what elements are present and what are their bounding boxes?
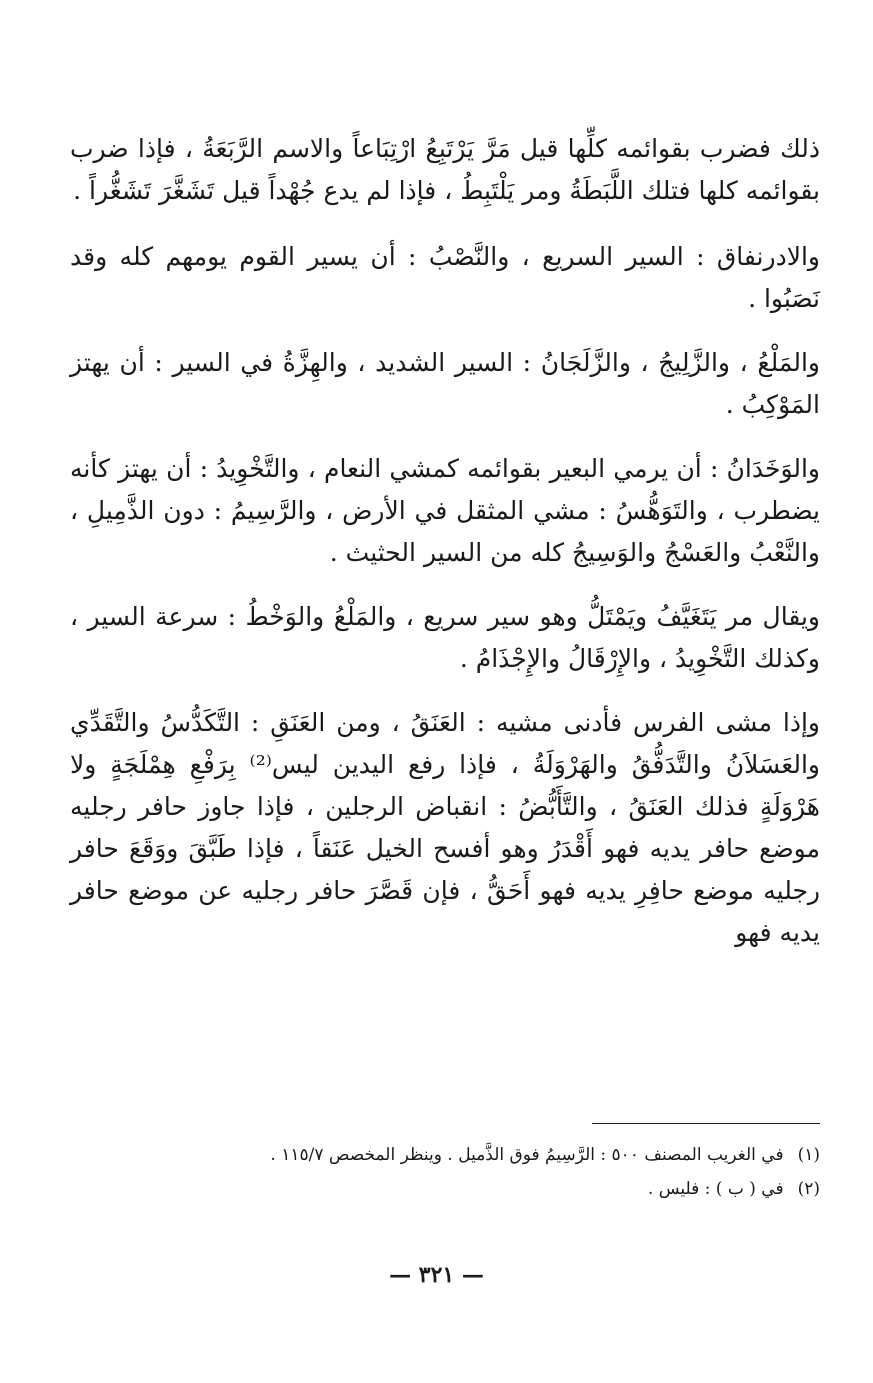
footnote-text: في الغريب المصنف ٥٠٠ : الرَّسِيمُ فوق الذَّميل . وينظر المخصص ١١٥/٧ . [270, 1145, 784, 1165]
paragraph-5: ويقال مر يَتَغَيَّفُ ويَمْتَلُّ وهو سير سريع ، والمَلْعُ والوَخْطُ : سرعة السير ، وكذلك التَّخْوِيدُ ، والإِرْقَالُ والإِجْذَامُ . [70, 602, 820, 673]
footnote-2 [120, 1172, 820, 1206]
paragraph-1: ذلك فضرب بقوائمه كلِّها قيل مَرَّ يَرْتَبِعُ ارْتِبَاعاً والاسم الرَّبَعَةُ ، فإذا ضرب بقوائمه كلها فتلك اللَّبَطَةُ ومر يَلْتَبِطُ ، فإذا لم يدع جُهْداً قيل تَشَغَّرَ تَشَغُّراً . [70, 134, 820, 205]
main-text [70, 128, 820, 976]
footnotes [120, 1138, 820, 1206]
footnote-text: في ( ب ) : فليس . [647, 1179, 784, 1199]
paragraph-2: والادرنفاق : السير السريع ، والنَّصْبُ : أن يسير القوم يومهم كله وقد نَصَبُوا . [70, 242, 820, 313]
paragraph-4: والوَخَدَانُ : أن يرمي البعير بقوائمه كمشي النعام ، والتَّخْوِيدُ : أن يهتز كأنه يضطرب ، والتَوَهُّسُ : مشي المثقل في الأرض ، والرَّسِيمُ : دون الذَّمِيلِ ، والنَّعْبُ والعَسْجُ والوَسِيجُ كله من السير الحثيث . [70, 454, 820, 567]
paragraph-3: والمَلْعُ ، والزَّلِيجُ ، والزَّلَجَانُ : السير الشديد ، والهِزَّةُ في السير : أن يهتز المَوْكِبُ . [70, 348, 820, 419]
footnote-divider [592, 1123, 820, 1124]
footnote-1 [120, 1138, 820, 1172]
footnote-number: (٢) [797, 1179, 820, 1199]
footnote-number: (١) [797, 1145, 820, 1165]
paragraph-6: وإذا مشى الفرس فأدنى مشيه : العَنَقُ ، ومن العَنَقِ : التَّكَدُّسُ والتَّقَدِّي والعَسَلاَنُ والتَّدَفُّقُ والهَرْوَلَةُ ، فإذا رفع اليدين ليس⁽²⁾ بِرَفْعِ هِمْلَجَةٍ ولا هَرْوَلَةٍ فذلك العَنَقُ ، والتَّأَبُّضُ : انقباض الرجلين ، فإذا جاوز حافر رجليه موضع حافر يديه فهو أَقْدَرُ وهو أفسح الخيل عَنَقاً ، فإذا طَبَّقَ ووَقَعَ حافر رجليه موضع حافِرِ يديه فهو أَحَقُّ ، فإن قَصَّرَ حافر رجليه عن موضع حافر يديه فهو [70, 708, 820, 947]
page-number: — ٣٢١ — [389, 1262, 484, 1288]
